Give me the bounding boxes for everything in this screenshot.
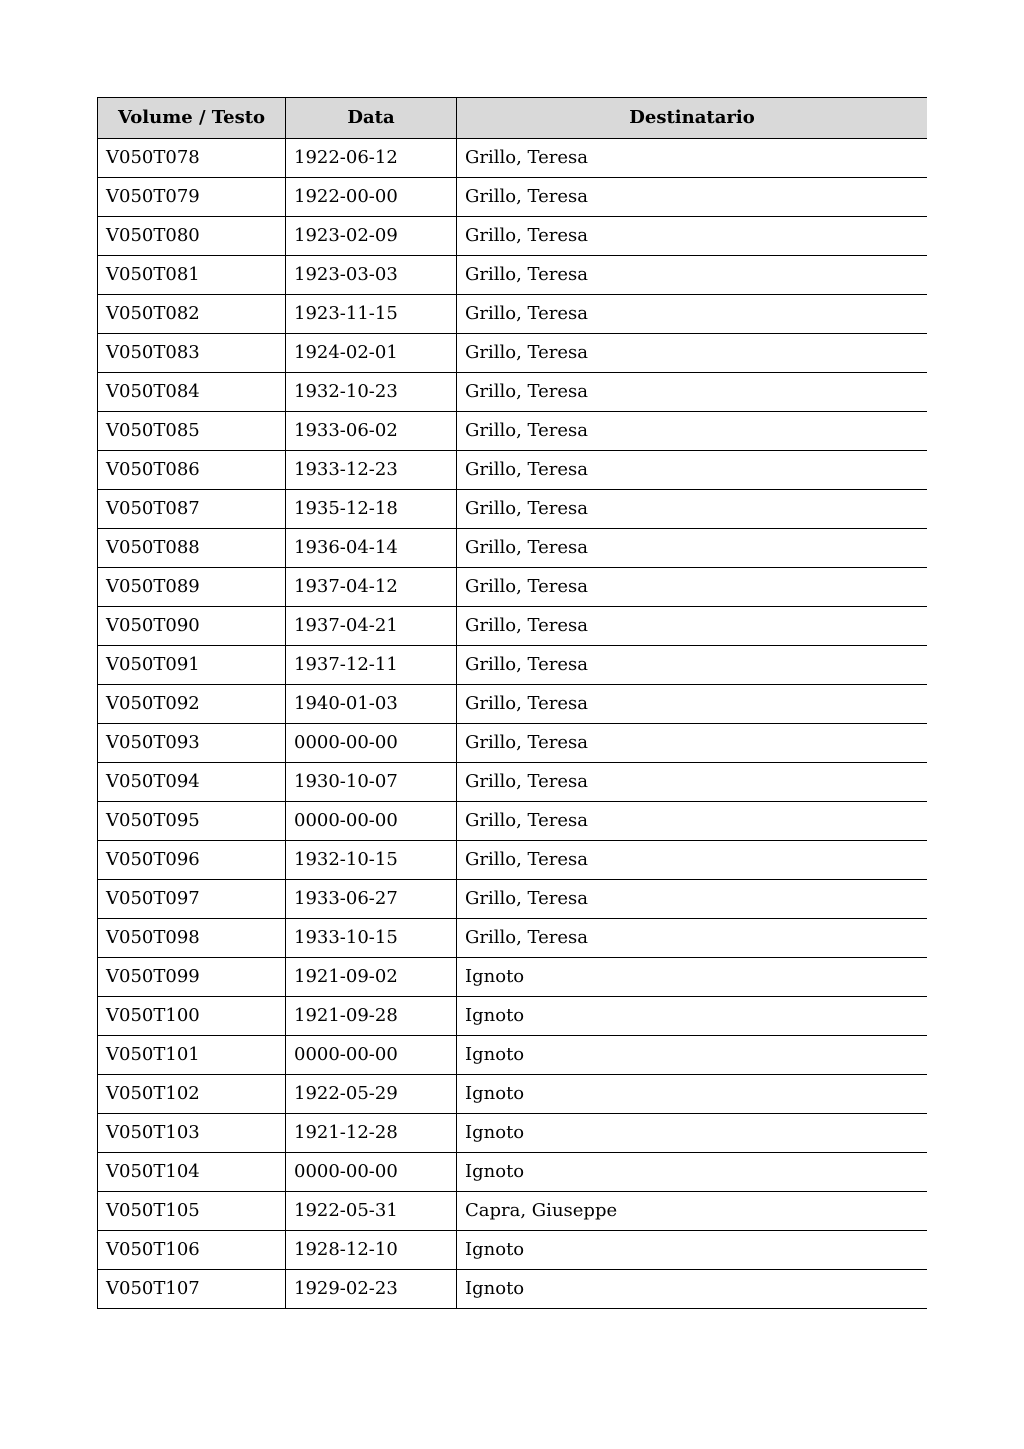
cell-data: 1935-12-18 [286, 490, 457, 529]
cell-destinatario: Grillo, Teresa [457, 841, 928, 880]
cell-volume-testo: V050T086 [98, 451, 286, 490]
cell-data: 1923-03-03 [286, 256, 457, 295]
table-row [98, 412, 928, 451]
cell-data: 1937-04-21 [286, 607, 457, 646]
cell-data: 1933-06-27 [286, 880, 457, 919]
header-volume-testo: Volume / Testo [98, 98, 286, 139]
cell-destinatario: Capra, Giuseppe [457, 1192, 928, 1231]
cell-destinatario: Grillo, Teresa [457, 451, 928, 490]
cell-destinatario: Grillo, Teresa [457, 607, 928, 646]
cell-volume-testo: V050T091 [98, 646, 286, 685]
cell-data: 1924-02-01 [286, 334, 457, 373]
table-row [98, 763, 928, 802]
cell-data: 1932-10-15 [286, 841, 457, 880]
table-row [98, 568, 928, 607]
cell-volume-testo: V050T088 [98, 529, 286, 568]
cell-volume-testo: V050T095 [98, 802, 286, 841]
cell-volume-testo: V050T078 [98, 139, 286, 178]
cell-destinatario: Ignoto [457, 1270, 928, 1309]
cell-data: 1922-05-31 [286, 1192, 457, 1231]
cell-volume-testo: V050T081 [98, 256, 286, 295]
table-row [98, 178, 928, 217]
cell-data: 1923-11-15 [286, 295, 457, 334]
cell-destinatario: Grillo, Teresa [457, 217, 928, 256]
cell-data: 0000-00-00 [286, 724, 457, 763]
cell-volume-testo: V050T097 [98, 880, 286, 919]
cell-volume-testo: V050T104 [98, 1153, 286, 1192]
table-row [98, 295, 928, 334]
cell-destinatario: Grillo, Teresa [457, 334, 928, 373]
cell-volume-testo: V050T100 [98, 997, 286, 1036]
cell-destinatario: Grillo, Teresa [457, 802, 928, 841]
table-row [98, 334, 928, 373]
cell-data: 1923-02-09 [286, 217, 457, 256]
table-row [98, 256, 928, 295]
cell-data: 1922-06-12 [286, 139, 457, 178]
cell-volume-testo: V050T096 [98, 841, 286, 880]
table-row [98, 607, 928, 646]
cell-volume-testo: V050T084 [98, 373, 286, 412]
cell-volume-testo: V050T089 [98, 568, 286, 607]
cell-volume-testo: V050T082 [98, 295, 286, 334]
header-row [98, 98, 928, 139]
cell-data: 1921-09-28 [286, 997, 457, 1036]
table-row [98, 139, 928, 178]
table-row [98, 802, 928, 841]
cell-volume-testo: V050T102 [98, 1075, 286, 1114]
cell-volume-testo: V050T101 [98, 1036, 286, 1075]
table-header [98, 98, 928, 139]
cell-data: 1932-10-23 [286, 373, 457, 412]
cell-data: 1936-04-14 [286, 529, 457, 568]
cell-volume-testo: V050T105 [98, 1192, 286, 1231]
table-row [98, 451, 928, 490]
table-row [98, 919, 928, 958]
table-row [98, 217, 928, 256]
cell-volume-testo: V050T103 [98, 1114, 286, 1153]
cell-volume-testo: V050T090 [98, 607, 286, 646]
table-row [98, 724, 928, 763]
cell-destinatario: Grillo, Teresa [457, 490, 928, 529]
cell-data: 0000-00-00 [286, 1153, 457, 1192]
cell-data: 1929-02-23 [286, 1270, 457, 1309]
cell-destinatario: Ignoto [457, 1153, 928, 1192]
cell-destinatario: Grillo, Teresa [457, 919, 928, 958]
cell-destinatario: Ignoto [457, 997, 928, 1036]
cell-data: 1933-10-15 [286, 919, 457, 958]
cell-destinatario: Ignoto [457, 1231, 928, 1270]
cell-data: 1937-04-12 [286, 568, 457, 607]
cell-destinatario: Grillo, Teresa [457, 880, 928, 919]
cell-data: 1933-06-02 [286, 412, 457, 451]
cell-destinatario: Ignoto [457, 958, 928, 997]
table-row [98, 646, 928, 685]
table-row [98, 841, 928, 880]
cell-destinatario: Grillo, Teresa [457, 568, 928, 607]
table-row [98, 958, 928, 997]
letters-table [97, 97, 927, 1309]
cell-destinatario: Grillo, Teresa [457, 256, 928, 295]
cell-data: 1921-12-28 [286, 1114, 457, 1153]
cell-volume-testo: V050T106 [98, 1231, 286, 1270]
document-table-container [97, 97, 927, 1312]
cell-data: 1928-12-10 [286, 1231, 457, 1270]
cell-volume-testo: V050T098 [98, 919, 286, 958]
cell-data: 1922-00-00 [286, 178, 457, 217]
cell-volume-testo: V050T080 [98, 217, 286, 256]
cell-data: 1933-12-23 [286, 451, 457, 490]
cell-destinatario: Grillo, Teresa [457, 178, 928, 217]
table-row [98, 1231, 928, 1270]
cell-volume-testo: V050T099 [98, 958, 286, 997]
cell-destinatario: Ignoto [457, 1075, 928, 1114]
cell-destinatario: Grillo, Teresa [457, 763, 928, 802]
cell-volume-testo: V050T094 [98, 763, 286, 802]
header-data: Data [286, 98, 457, 139]
cell-data: 1940-01-03 [286, 685, 457, 724]
cell-volume-testo: V050T093 [98, 724, 286, 763]
table-row [98, 1114, 928, 1153]
table-row [98, 1192, 928, 1231]
cell-data: 1937-12-11 [286, 646, 457, 685]
cell-data: 0000-00-00 [286, 802, 457, 841]
table-row [98, 1075, 928, 1114]
cell-volume-testo: V050T079 [98, 178, 286, 217]
cell-volume-testo: V050T107 [98, 1270, 286, 1309]
table-row [98, 1270, 928, 1309]
table-row [98, 529, 928, 568]
table-row [98, 880, 928, 919]
header-destinatario: Destinatario [457, 98, 928, 139]
table-row [98, 685, 928, 724]
cell-destinatario: Ignoto [457, 1036, 928, 1075]
cell-destinatario: Grillo, Teresa [457, 295, 928, 334]
cell-destinatario: Ignoto [457, 1114, 928, 1153]
table-row [98, 490, 928, 529]
cell-volume-testo: V050T087 [98, 490, 286, 529]
cell-destinatario: Grillo, Teresa [457, 646, 928, 685]
table-body [98, 139, 928, 1309]
cell-destinatario: Grillo, Teresa [457, 724, 928, 763]
cell-volume-testo: V050T083 [98, 334, 286, 373]
cell-destinatario: Grillo, Teresa [457, 685, 928, 724]
cell-volume-testo: V050T092 [98, 685, 286, 724]
cell-destinatario: Grillo, Teresa [457, 412, 928, 451]
table-row [98, 1036, 928, 1075]
cell-destinatario: Grillo, Teresa [457, 529, 928, 568]
cell-data: 1921-09-02 [286, 958, 457, 997]
cell-data: 0000-00-00 [286, 1036, 457, 1075]
cell-volume-testo: V050T085 [98, 412, 286, 451]
table-row [98, 1153, 928, 1192]
cell-data: 1922-05-29 [286, 1075, 457, 1114]
table-row [98, 373, 928, 412]
cell-destinatario: Grillo, Teresa [457, 373, 928, 412]
cell-data: 1930-10-07 [286, 763, 457, 802]
table-row [98, 997, 928, 1036]
cell-destinatario: Grillo, Teresa [457, 139, 928, 178]
